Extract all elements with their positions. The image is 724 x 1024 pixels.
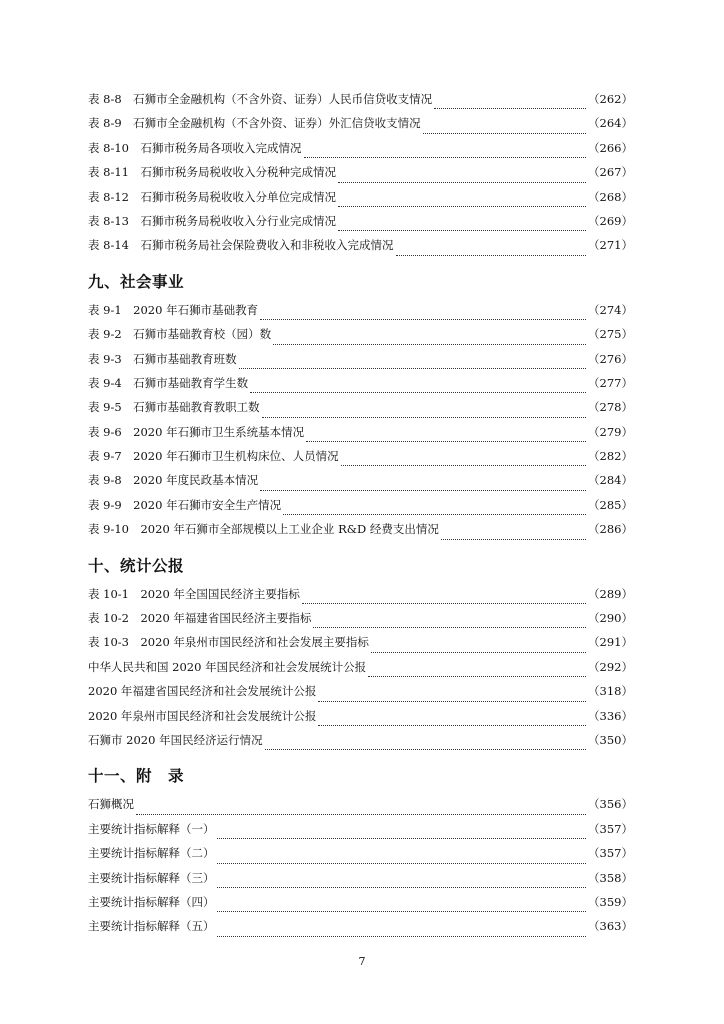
toc-entry-title: 表 10-1 2020 年全国国民经济主要指标: [88, 586, 300, 601]
toc-entry-title: 表 8-9 石狮市全金融机构（不含外资、证券）外汇信贷收支情况: [88, 116, 421, 131]
dot-leader: [371, 652, 586, 653]
toc-entry-page: （266）: [588, 140, 633, 155]
toc-entry[interactable]: [88, 586, 633, 610]
toc-entry[interactable]: [88, 732, 633, 756]
dot-leader: [338, 230, 586, 231]
toc-entry-title: 表 8-12 石狮市税务局税收收入分单位完成情况: [88, 189, 336, 204]
toc-entry-page: （363）: [588, 919, 633, 934]
toc-entry-page: （290）: [588, 611, 633, 626]
toc-entry-page: （277）: [588, 375, 633, 390]
toc-entry[interactable]: [88, 326, 633, 350]
toc-entry-page: （268）: [588, 189, 633, 204]
toc-entry[interactable]: [88, 610, 633, 634]
dot-leader: [313, 627, 586, 628]
toc-entry[interactable]: [88, 351, 633, 375]
toc-entry[interactable]: [88, 91, 633, 115]
dot-leader: [368, 676, 586, 677]
toc-entry[interactable]: [88, 634, 633, 658]
dot-leader: [217, 863, 587, 864]
toc-entry-title: 表 10-3 2020 年泉州市国民经济和社会发展主要指标: [88, 635, 369, 650]
toc-entry-title: 表 9-5 石狮市基础教育教职工数: [88, 400, 260, 415]
toc-entry[interactable]: [88, 399, 633, 423]
toc-entry-title: 表 9-8 2020 年度民政基本情况: [88, 473, 259, 488]
toc-entry-page: （271）: [588, 238, 633, 253]
toc-entry[interactable]: [88, 659, 633, 683]
toc-entry-page: （356）: [588, 797, 633, 812]
dot-leader: [318, 725, 586, 726]
toc-entry[interactable]: [88, 213, 633, 237]
dot-leader: [217, 887, 587, 888]
toc-entry-title: 主要统计指标解释（五）: [88, 919, 215, 934]
toc-entry[interactable]: [88, 683, 633, 707]
toc-entry-title: 表 9-10 2020 年石狮市全部规模以上工业企业 R&D 经费支出情况: [88, 522, 439, 537]
toc-entry-title: 2020 年泉州市国民经济和社会发展统计公报: [88, 708, 317, 723]
toc-entry-page: （284）: [588, 473, 633, 488]
toc-entry-page: （286）: [588, 522, 633, 537]
page-number: 7: [358, 955, 366, 968]
toc-entry-title: 表 9-7 2020 年石狮市卫生机构床位、人员情况: [88, 449, 339, 464]
dot-leader: [217, 911, 587, 912]
toc-entry-title: 石狮概况: [88, 797, 134, 812]
toc-entry[interactable]: [88, 870, 633, 894]
toc-entry-page: （357）: [588, 846, 633, 861]
dot-leader: [341, 465, 586, 466]
dot-leader: [260, 490, 586, 491]
toc-entry-page: （291）: [588, 635, 633, 650]
toc-entry-title: 表 8-8 石狮市全金融机构（不含外资、证券）人民币信贷收支情况: [88, 92, 433, 106]
toc-entry-page: （269）: [588, 213, 633, 228]
toc-entry-title: 表 9-2 石狮市基础教育校（园）数: [88, 327, 272, 342]
dot-leader: [306, 441, 586, 442]
toc-entry[interactable]: [88, 521, 633, 545]
dot-leader: [318, 701, 586, 702]
toc-entry-title: 表 9-6 2020 年石狮市卫生系统基本情况: [88, 424, 305, 439]
toc-entry[interactable]: [88, 424, 633, 448]
toc-entry-title: 表 8-10 石狮市税务局各项收入完成情况: [88, 140, 302, 155]
dot-leader: [423, 133, 586, 134]
toc-entry-title: 主要统计指标解释（四）: [88, 894, 215, 909]
dot-leader: [283, 514, 586, 515]
toc-entry[interactable]: [88, 302, 633, 326]
toc-entry-title: 表 8-14 石狮市税务局社会保险费收入和非税收入完成情况: [88, 238, 394, 253]
dot-leader: [262, 417, 586, 418]
toc-entry-title: 表 9-3 石狮市基础教育班数: [88, 351, 237, 366]
toc-entry[interactable]: [88, 472, 633, 496]
toc-entry[interactable]: [88, 708, 633, 732]
toc-entry-title: 表 9-4 石狮市基础教育学生数: [88, 375, 249, 390]
toc-entry-page: （318）: [588, 684, 633, 699]
toc-entry[interactable]: [88, 845, 633, 869]
toc-entry-page: （279）: [588, 424, 633, 439]
section-heading: 十、统计公报: [88, 556, 185, 575]
dot-leader: [396, 255, 587, 256]
toc-entry-title: 主要统计指标解释（二）: [88, 846, 215, 861]
toc-entry-page: （357）: [588, 821, 633, 836]
dot-leader: [441, 539, 586, 540]
toc-entry[interactable]: [88, 894, 633, 918]
toc-entry-title: 表 8-11 石狮市税务局税收收入分税种完成情况: [88, 165, 336, 180]
toc-entry-title: 表 10-2 2020 年福建省国民经济主要指标: [88, 611, 312, 626]
toc-entry[interactable]: [88, 115, 633, 139]
toc-entry-page: （292）: [588, 659, 633, 674]
dot-leader: [304, 157, 587, 158]
toc-entry-page: （359）: [588, 894, 633, 909]
toc-entry-page: （274）: [588, 302, 633, 317]
toc-entry-page: （350）: [588, 732, 633, 747]
section-heading: 九、社会事业: [88, 272, 185, 291]
dot-leader: [338, 182, 586, 183]
toc-entry[interactable]: [88, 497, 633, 521]
toc-entry[interactable]: [88, 237, 633, 261]
toc-entry[interactable]: [88, 796, 633, 820]
toc-entry-title: 石狮市 2020 年国民经济运行情况: [88, 732, 263, 747]
toc-entry-page: （358）: [588, 870, 633, 885]
dot-leader: [434, 108, 586, 109]
toc-entry-page: （262）: [588, 92, 633, 106]
toc-entry-page: （336）: [588, 708, 633, 723]
toc-entry-title: 主要统计指标解释（三）: [88, 870, 215, 885]
toc-entry[interactable]: [88, 918, 633, 942]
toc-entry-page: （278）: [588, 400, 633, 415]
toc-entry-page: （282）: [588, 449, 633, 464]
toc-entry-title: 表 9-9 2020 年石狮市安全生产情况: [88, 497, 282, 512]
toc-entry-title: 表 9-1 2020 年石狮市基础教育: [88, 302, 259, 317]
toc-entry-page: （275）: [588, 327, 633, 342]
toc-entry-title: 2020 年福建省国民经济和社会发展统计公报: [88, 684, 317, 699]
toc-entry[interactable]: [88, 189, 633, 213]
toc-entry-page: （264）: [588, 116, 633, 131]
toc-entry-title: 中华人民共和国 2020 年国民经济和社会发展统计公报: [88, 659, 367, 674]
toc-entry-title: 主要统计指标解释（一）: [88, 821, 215, 836]
dot-leader: [338, 206, 586, 207]
dot-leader: [273, 344, 586, 345]
toc-entry-page: （276）: [588, 351, 633, 366]
dot-leader: [265, 749, 586, 750]
section-heading: 十一、附 录: [88, 767, 185, 786]
toc-entry-title: 表 8-13 石狮市税务局税收收入分行业完成情况: [88, 213, 336, 228]
toc-entry[interactable]: [88, 448, 633, 472]
dot-leader: [136, 814, 586, 815]
dot-leader: [260, 319, 586, 320]
dot-leader: [250, 392, 586, 393]
toc-entry-page: （289）: [588, 586, 633, 601]
toc-entry-page: （285）: [588, 497, 633, 512]
dot-leader: [239, 368, 586, 369]
table-of-contents: [88, 91, 633, 943]
toc-entry[interactable]: [88, 375, 633, 399]
toc-entry[interactable]: [88, 821, 633, 845]
dot-leader: [217, 936, 587, 937]
toc-entry[interactable]: [88, 164, 633, 188]
dot-leader: [302, 603, 586, 604]
toc-entry[interactable]: [88, 140, 633, 164]
dot-leader: [217, 838, 587, 839]
toc-entry-page: （267）: [588, 165, 633, 180]
